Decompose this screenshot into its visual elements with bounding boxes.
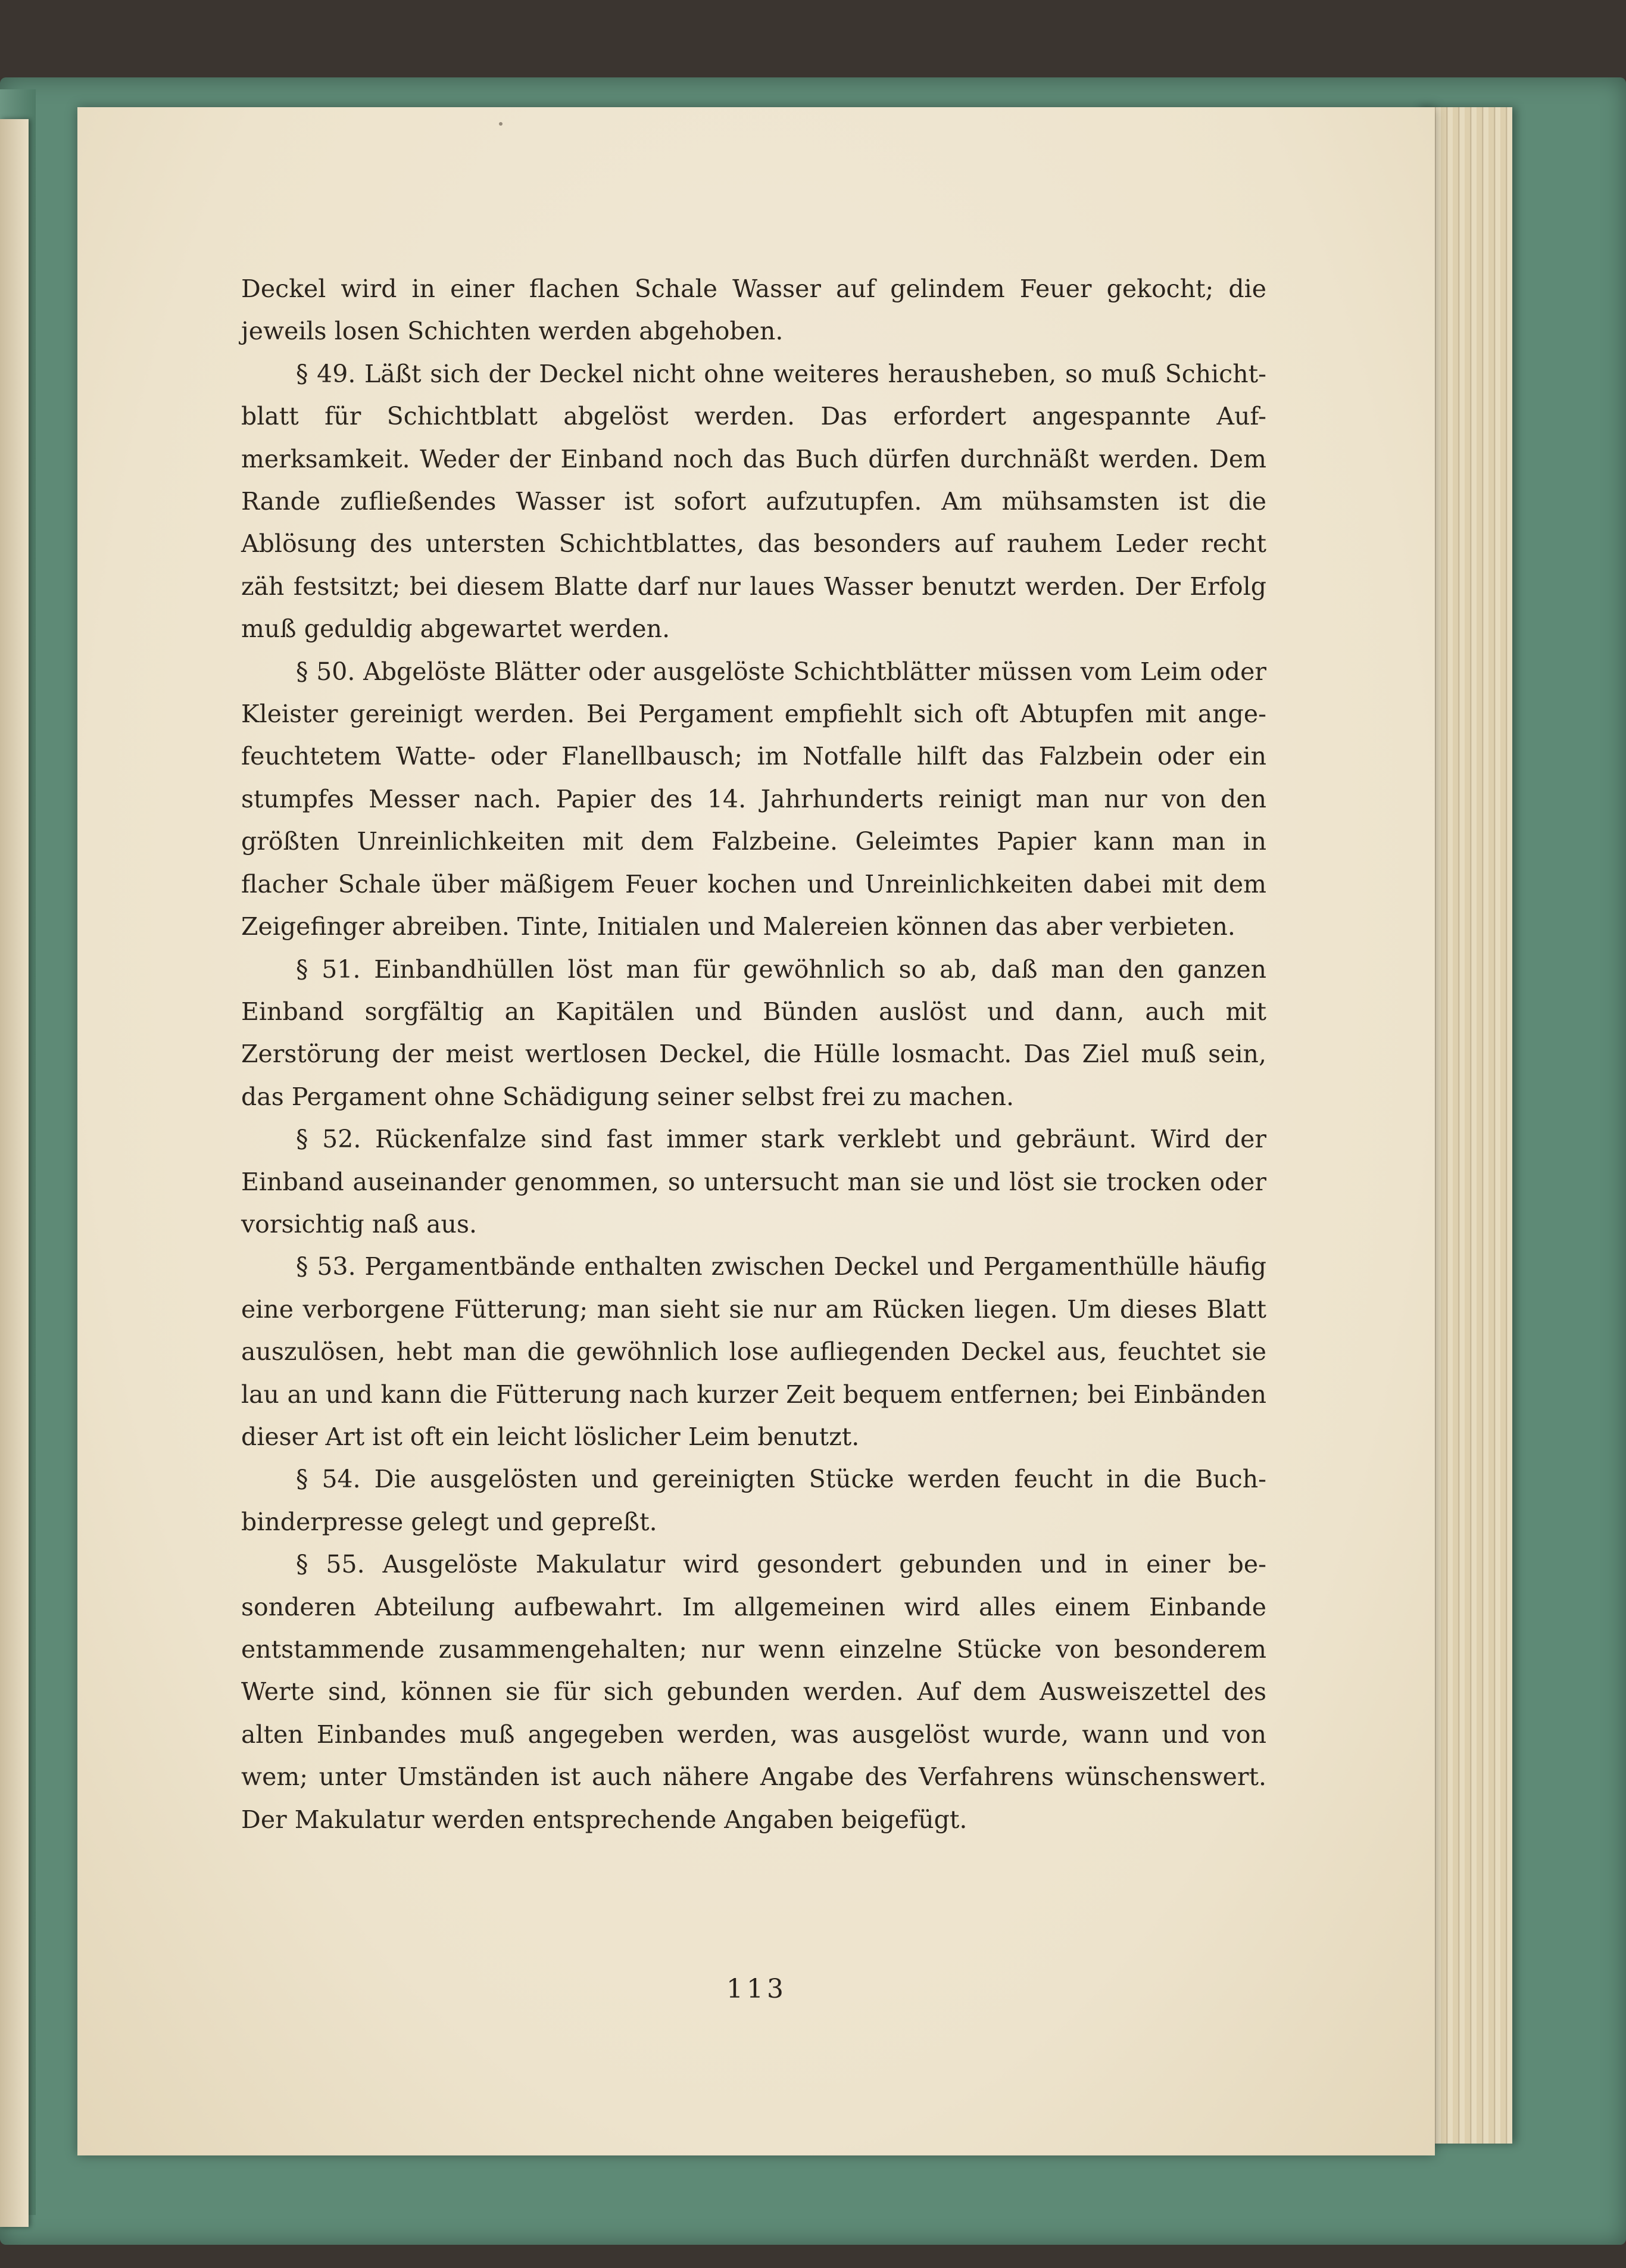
- paragraph-55: § 55. Ausgelöste Makulatur wird gesondert gebunden und in einer be-sonderen Abteilung aufbewahrt. Im allgemeinen wird alles einem Einbande entstammende zusammengehalten; nur wenn einzelne Stücke von besonderem Werte sind, können sie für sich gebunden werden. Auf dem Ausweiszettel des alten Einbandes muß angegeben werden, was ausgelöst wurde, wann und von wem; unter Umständen ist auch nähere Angabe des Verfahrens wünschenswert. Der Makulatur werden entsprechende Angaben beigefügt.: [241, 1550, 1266, 1834]
- paragraph-54: § 54. Die ausgelösten und gereinigten Stücke werden feucht in die Buch-binderpresse gelegt und gepreßt.: [241, 1465, 1266, 1536]
- paragraph-53: § 53. Pergamentbände enthalten zwischen Deckel und Pergamenthülle häufig eine verborgene Fütterung; man sieht sie nur am Rücken liegen. Um dieses Blatt auszulösen, hebt man die gewöhnlich lose aufliegenden Deckel aus, feuchtet sie lau an und kann die Fütterung nach kurzer Zeit bequem entfernen; bei Einbänden dieser Art ist oft ein leicht löslicher Leim benutzt.: [241, 1252, 1266, 1451]
- paragraph-51: § 51. Einbandhüllen löst man für gewöhnlich so ab, daß man den ganzen Einband sorgfältig an Kapitälen und Bünden auslöst und dann, auch mit Zerstörung der meist wertlosen Deckel, die Hülle losmacht. Das Ziel muß sein, das Pergament ohne Schädigung seiner selbst frei zu machen.: [241, 954, 1266, 1111]
- paragraph-49: § 49. Läßt sich der Deckel nicht ohne weiteres herausheben, so muß Schicht-blatt für Schichtblatt abgelöst werden. Das erfordert angespannte Auf-merksamkeit. Weder der Einband noch das Buch dürfen durchnäßt werden. Dem Rande zufließendes Wasser ist sofort aufzutupfen. Am mühsamsten ist die Ablösung des untersten Schichtblattes, das besonders auf rauhem Leder recht zäh festsitzt; bei diesem Blatte darf nur laues Wasser benutzt werden. Der Erfolg muß geduldig abgewartet werden.: [241, 359, 1266, 644]
- paragraph-50: § 50. Abgelöste Blätter oder ausgelöste Schichtblätter müssen vom Leim oder Kleister gereinigt werden. Bei Pergament empfiehlt sich oft Abtupfen mit ange-feuchtetem Watte- oder Flanellbausch; im Notfalle hilft das Falzbein oder ein stumpfes Messer nach. Papier des 14. Jahrhunderts reinigt man nur von den größten Unreinlichkeiten mit dem Falzbeine. Geleimtes Papier kann man in flacher Schale über mäßigem Feuer kochen und Unreinlichkeiten dabei mit dem Zeigefinger abreiben. Tinte, Initialen und Malereien können das aber verbieten.: [241, 657, 1266, 941]
- previous-page-edge: [0, 119, 29, 2227]
- paper-speck: [499, 122, 503, 126]
- body-text: [241, 268, 1266, 1841]
- paragraph-52: § 52. Rückenfalze sind fast immer stark verklebt und gebräunt. Wird der Einband auseinander genommen, so untersucht man sie und löst sie trocken oder vorsichtig naß aus.: [241, 1125, 1266, 1238]
- book-page: [77, 107, 1435, 2155]
- paragraph-continuation: Deckel wird in einer flachen Schale Wasser auf gelindem Feuer gekocht; die jeweils losen Schichten werden abgehoben.: [241, 274, 1266, 346]
- page-number: 113: [726, 1974, 787, 2004]
